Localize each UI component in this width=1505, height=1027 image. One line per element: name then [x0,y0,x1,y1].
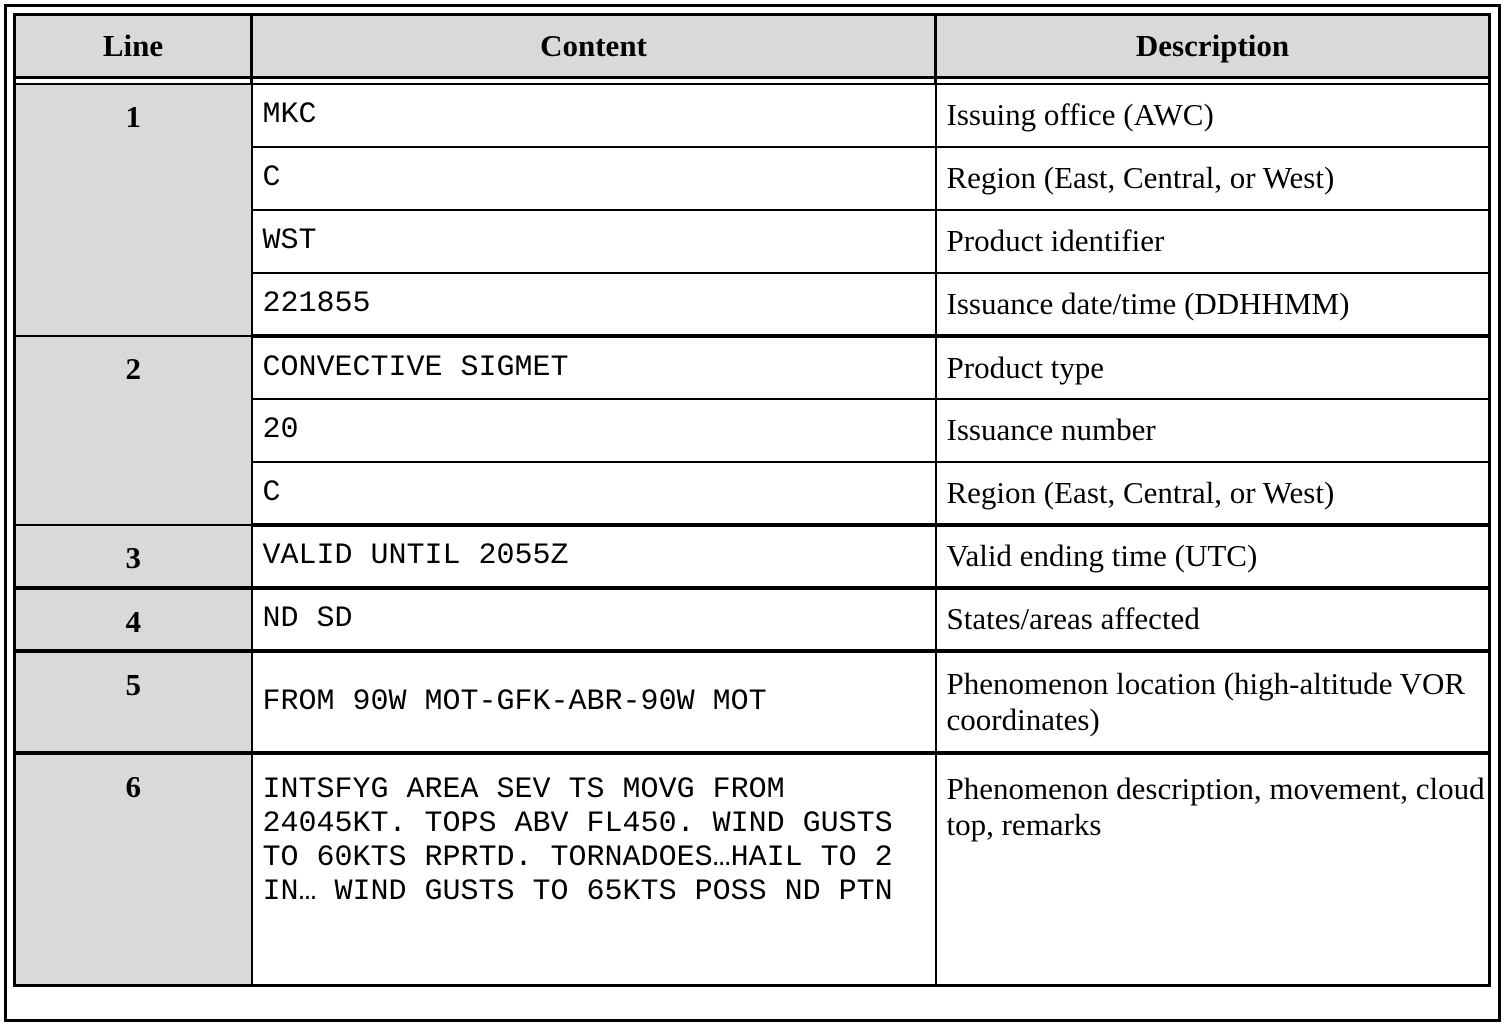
content-cell: WST [252,210,936,273]
content-cell: CONVECTIVE SIGMET [252,336,936,399]
description-cell: Issuing office (AWC) [936,84,1490,147]
description-cell: Valid ending time (UTC) [936,525,1490,588]
table-row [15,753,1490,986]
table-row [15,588,1490,651]
header-description: Description [936,15,1490,78]
header-line: Line [15,15,252,78]
content-cell: C [252,462,936,525]
description-cell: Phenomenon location (high-altitude VOR coordinates) [936,651,1490,753]
line-number: 5 [15,651,252,753]
description-cell: Issuance number [936,399,1490,462]
header-content: Content [252,15,936,78]
description-cell: States/areas affected [936,588,1490,651]
header-row [15,15,1490,78]
table-row [15,651,1490,753]
content-cell: INTSFYG AREA SEV TS MOVG FROM 24045KT. TOPS ABV FL450. WIND GUSTS TO 60KTS RPRTD. TORNADOES…HAIL TO 2 IN… WIND GUSTS TO 65KTS POSS ND PTN [252,753,936,986]
table-row [15,84,1490,147]
sigmet-decode-table [13,13,1491,987]
description-cell: Region (East, Central, or West) [936,462,1490,525]
description-cell: Product type [936,336,1490,399]
content-cell: 221855 [252,273,936,336]
line-number: 4 [15,588,252,651]
content-cell: VALID UNTIL 2055Z [252,525,936,588]
line-number: 6 [15,753,252,986]
description-cell: Phenomenon description, movement, cloud top, remarks [936,753,1490,986]
content-cell: FROM 90W MOT-GFK-ABR-90W MOT [252,651,936,753]
line-number: 2 [15,336,252,525]
description-cell: Region (East, Central, or West) [936,147,1490,210]
table-row [15,525,1490,588]
table-row [15,336,1490,399]
description-cell: Product identifier [936,210,1490,273]
line-number: 1 [15,84,252,336]
line-number: 3 [15,525,252,588]
content-cell: MKC [252,84,936,147]
content-cell: 20 [252,399,936,462]
description-cell: Issuance date/time (DDHHMM) [936,273,1490,336]
content-cell: ND SD [252,588,936,651]
content-cell: C [252,147,936,210]
